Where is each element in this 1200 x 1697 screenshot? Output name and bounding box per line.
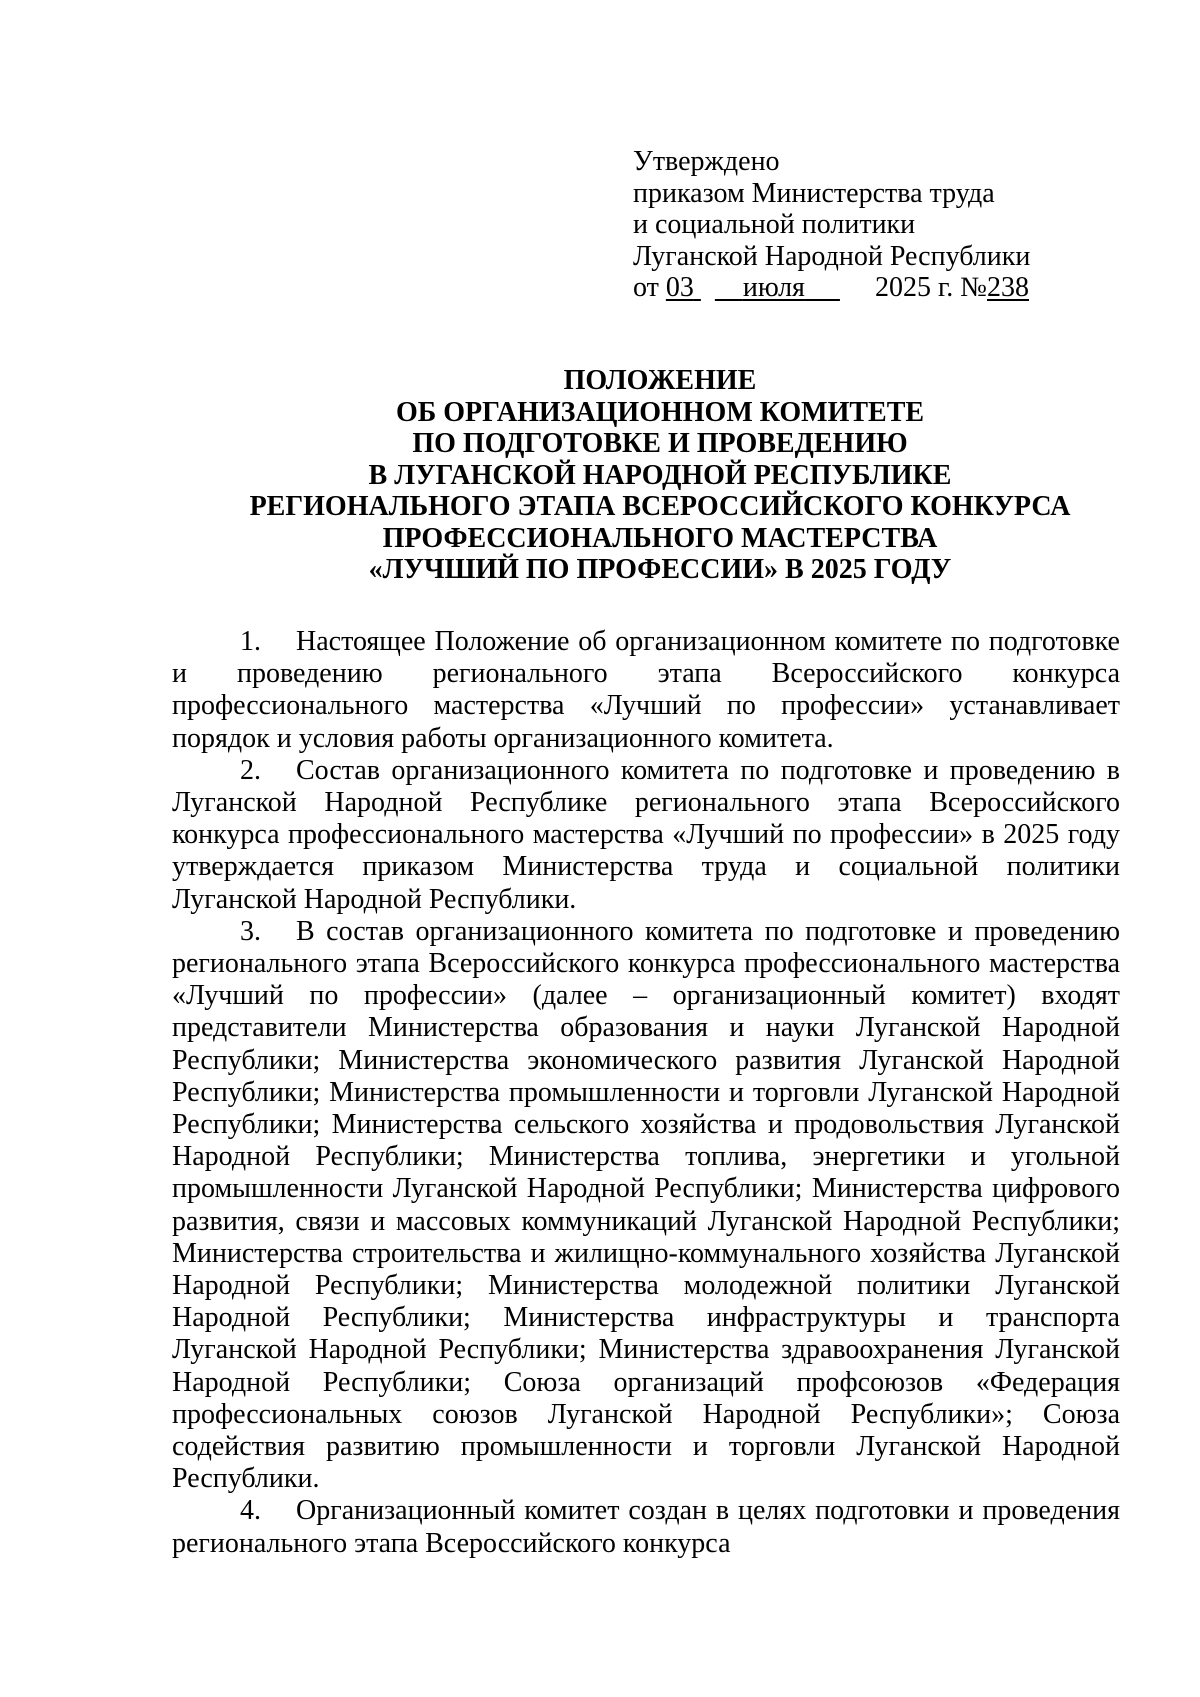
approval-date-line: [633, 272, 1030, 304]
title-line: ПРОФЕССИОНАЛЬНОГО МАСТЕРСТВА: [382, 522, 938, 554]
approval-year: 2025 г. №: [874, 272, 987, 303]
paragraph-number: 4.: [240, 1495, 261, 1527]
approval-line-policy: и социальной политики: [633, 209, 916, 240]
title-line: ОБ ОРГАНИЗАЦИОННОМ КОМИТЕТЕ: [395, 396, 925, 428]
title-line: ПОЛОЖЕНИЕ: [563, 365, 757, 396]
title-line: «ЛУЧШИЙ ПО ПРОФЕССИИ» В 2025 ГОДУ: [368, 554, 952, 585]
document-body: [172, 626, 1120, 1560]
approval-day: 03: [665, 272, 694, 303]
paragraph-text: Организационный комитет создан в целях подготовки и проведения регионального этапа Всероссийского конкурса: [172, 1495, 1120, 1559]
approval-line-republic: Луганской Народной Республики: [633, 240, 1031, 272]
paragraph-1: [172, 626, 1120, 755]
paragraph-number: 2.: [240, 754, 261, 786]
approval-stamp-block: [633, 146, 1030, 304]
paragraph-3: [172, 916, 1120, 1496]
approval-number: 238: [986, 272, 1029, 303]
title-line: В ЛУГАНСКОЙ НАРОДНОЙ РЕСПУБЛИКЕ: [368, 459, 952, 491]
paragraph-number: 1.: [240, 626, 261, 657]
paragraph-text: Состав организационного комитета по подготовке и проведению в Луганской Народной Республике регионального этапа Всероссийского конкурса профессионального мастерства «Лучший по профессии» в 2025 году утверждается приказом Министерства труда и социальной политики Луганской Народной Республики.: [172, 754, 1120, 915]
paragraph-text: В состав организационного комитета по подготовке и проведению регионального этапа Всероссийского конкурса профессионального мастерства «Лучший по профессии» (далее – организационный комитет) входят представители Министерства образования и науки Луганской Народной Республики; Министерства экономического развития Луганской Народной Республики; Министерства промышленности и торговли Луганской Народной Республики; Министерства сельского хозяйства и продовольствия Луганской Народной Республики; Министерства топлива, энергетики и угольной промышленности Луганской Народной Республики; Министерства цифрового развития, связи и массовых коммуникаций Луганской Народной Республики; Министерства строительства и жилищно-коммунального хозяйства Луганской Народной Республики; Министерства молодежной политики Луганской Народной Республики; Министерства инфраструктуры и транспорта Луганской Народной Республики; Министерства здравоохранения Луганской Народной Республики; Союза организаций профсоюзов «Федерация профессиональных союзов Луганской Народной Республики»; Союза содействия развитию промышленности и торговли Луганской Народной Республики.: [172, 915, 1120, 1495]
approval-line-approved: Утверждено: [633, 146, 780, 177]
paragraph-4: [172, 1495, 1120, 1559]
approval-line-order: приказом Министерства труда: [633, 177, 995, 209]
paragraph-text: Настоящее Положение об организационном комитете по подготовке и проведению регионального этапа Всероссийского конкурса профессионального мастерства «Лучший по профессии» устанавливает порядок и условия работы организационного комитета.: [172, 626, 1120, 754]
document-title: [160, 365, 1160, 586]
paragraph-2: [172, 755, 1120, 916]
paragraph-number: 3.: [240, 915, 261, 947]
title-line: РЕГИОНАЛЬНОГО ЭТАПА ВСЕРОССИЙСКОГО КОНКУРСА: [249, 491, 1071, 522]
title-line: ПО ПОДГОТОВКЕ И ПРОВЕДЕНИЮ: [412, 428, 908, 459]
approval-date-prefix: от: [633, 272, 659, 303]
approval-month: июля: [742, 272, 805, 303]
